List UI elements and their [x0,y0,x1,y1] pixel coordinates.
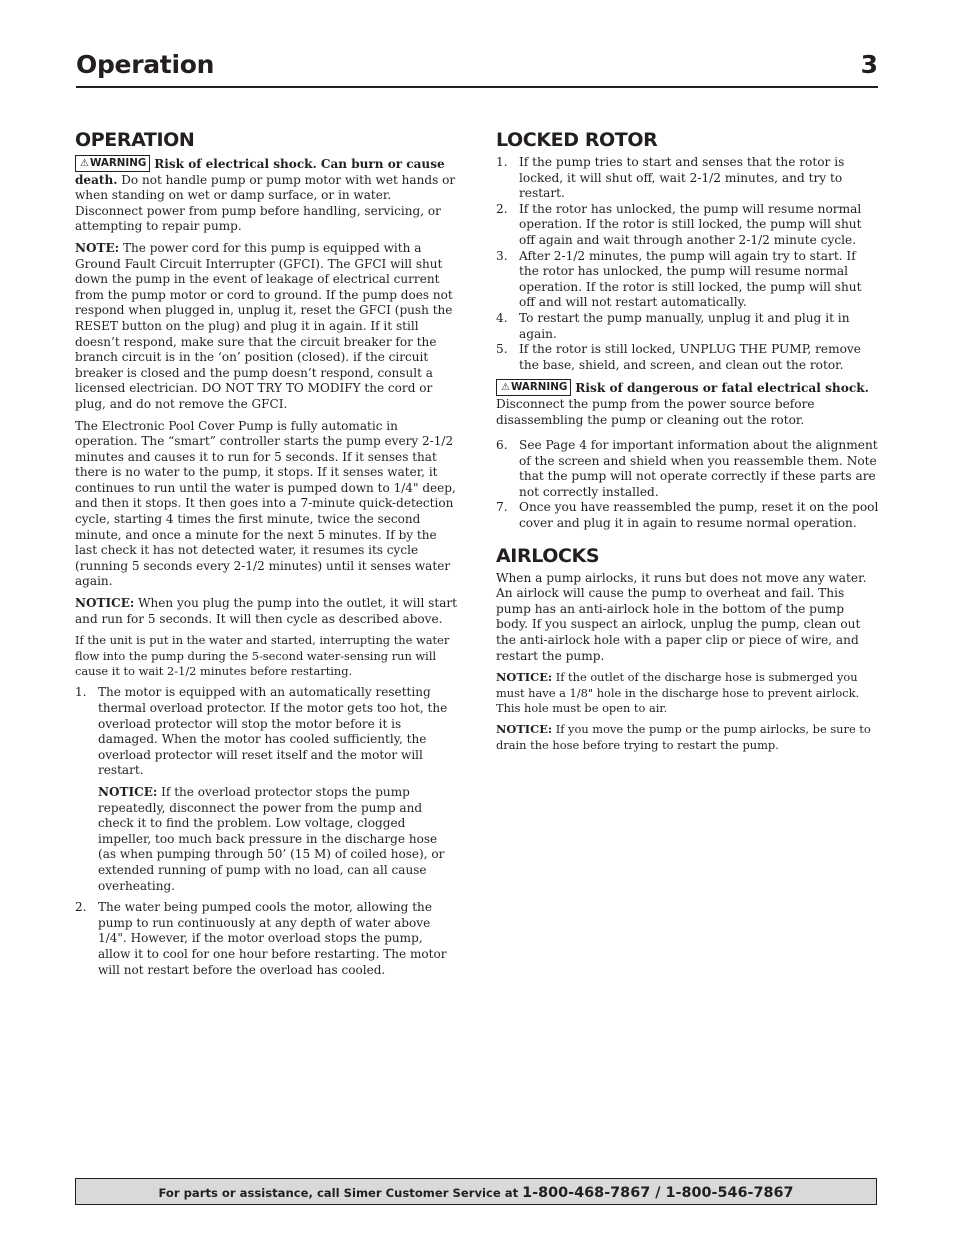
list-item [496,202,879,249]
left-column [75,128,458,984]
page-title: Operation [76,50,215,79]
list-item [496,311,879,342]
list-item-text: See Page 4 for important information about the alignment of the screen and shield when you reassemble them. Note that the pump will not operate correctly if these parts are not correctly installed. [519,438,878,499]
notice-label: NOTICE: [496,670,553,685]
footer-label: For parts or assistance, call Simer Customer Service at [158,1186,523,1200]
locked-rotor-list-continued [496,438,879,532]
note-label: NOTE: [75,240,120,255]
section-heading-locked-rotor: LOCKED ROTOR [496,129,658,151]
warning-bold-text: Risk of dangerous or fatal electrical shock. [575,381,869,396]
list-item-text: If the rotor is still locked, UNPLUG THE PUMP, remove the base, shield, and screen, and clean out the rotor. [519,342,861,372]
automatic-operation-paragraph: The Electronic Pool Cover Pump is fully automatic in operation. The “smart” controller starts the pump every 2-1/2 minutes and causes it to run for 5 seconds. If it senses that there is no water to the pump, it stops. If it senses water, it continues to run until the water is pumped down to 1/4" deep, and then it stops. It then goes into a 7-minute quick-detection cycle, starting 4 times the first minute, twice the second minute, and once a minute for the next 5 minutes. If by the last check it has not detected water, it resumes its cycle (running 5 seconds every 2-1/2 minutes) until it senses water again. [75,418,456,589]
list-item-number: 2. [496,201,508,216]
warning-badge [496,379,571,396]
footer-phone-numbers: 1-800-468-7867 / 1-800-546-7867 [522,1185,794,1201]
list-item-number: 2. [75,900,87,915]
list-item-number: 1. [496,155,508,169]
locked-rotor-list [496,155,879,373]
list-item-text: If the rotor has unlocked, the pump will resume normal operation. If the rotor is still locked, the pump will shut off again and wait through another 2-1/2 minute cycle. [519,201,862,247]
list-item-number: 3. [496,248,508,263]
list-item-text: After 2-1/2 minutes, the pump will again try to start. If the rotor has unlocked, the pump will resume normal operation. If the rotor is still locked, the pump will shut off and will not restart automatically. [519,248,862,310]
list-item [496,500,879,531]
warning-badge-label: WARNING [510,381,568,394]
warning-text: Disconnect the pump from the power source before disassembling the pump or cleaning out the rotor. [496,396,815,427]
list-item-number: 1. [75,685,87,700]
notice-submerged-paragraph [496,670,879,716]
list-item-number: 5. [496,342,508,357]
notice-text: If the outlet of the discharge hose is submerged you must have a 1/8" hole in the discharge hose to prevent airlock. This hole must be open to air. [496,670,860,716]
list-item-number: 6. [496,438,508,453]
list-item-text: Once you have reassembled the pump, reset it on the pool cover and plug it in again to resume normal operation. [519,500,879,531]
list-item-text: The motor is equipped with an automatically resetting thermal overload protector. If the motor gets too hot, the overload protector will stop the motor before it is damaged. When the motor has cooled sufficiently, the overload protector will reset itself and the motor will restart. [98,685,448,778]
warning-paragraph [75,155,458,235]
list-item [496,249,879,311]
warning-triangle-icon: ⚠ [501,382,510,394]
notice-label: NOTICE: [496,722,553,737]
warning-badge-label: WARNING [89,157,147,169]
list-item [496,342,879,373]
section-heading-airlocks: AIRLOCKS [496,544,600,567]
notice-text: When you plug the pump into the outlet, it will start and run for 5 seconds. It will then cycle as described above. [75,596,457,626]
list-item [496,155,879,202]
page-number: 3 [860,50,878,79]
list-item [75,685,458,779]
note-text: The power cord for this pump is equipped with a Ground Fault Circuit Interrupter (GFCI). The GFCI will shut down the pump in the event of leakage of electrical current from the pump motor or cord to ground. If the pump does not respond when plugged in, unplug it, reset the GFCI (push the RESET button on the plug) and plug it in again. If it still doesn’t respond, make sure that the circuit breaker for the branch circuit is in the ‘on’ position (closed). if the circuit breaker is closed and the pump doesn’t respond, consult a licensed electrician. DO NOT TRY TO MODIFY the cord or plug, and do not remove the GFCI. [75,240,453,411]
list-item-number: 7. [496,500,508,515]
list-item-text: The water being pumped cools the motor, allowing the pump to run continuously at any depth of water above 1/4". However, if the motor overload stops the pump, allow it to cool for one hour before restarting. The motor will not restart before the overload has cooled. [98,900,447,977]
note-paragraph [75,241,458,413]
section-heading-operation: OPERATION [75,129,195,151]
list-item-text: If the pump tries to start and senses that the rotor is locked, it will shut off, wait 2-1/2 minutes, and try to restart. [519,155,845,201]
list-item [496,438,879,500]
notice-label: NOTICE: [98,785,158,799]
warning-triangle-icon: ⚠ [80,158,89,169]
airlocks-paragraph: When a pump airlocks, it runs but does not move any water. An airlock will cause the pump to overheat and fail. This pump has an anti-airlock hole in the bottom of the pump body. If you suspect an airlock, unplug the pump, clean out the anti-airlock hole with a paper clip or piece of wire, and restart the pump. [496,570,867,663]
warning-text: Do not handle pump or pump motor with wet hands or when standing on wet or damp surface, or in water. Disconnect power from pump before handling, servicing, or attempting to repair pump. [75,172,456,234]
warning-paragraph [496,379,879,428]
notice-label: NOTICE: [75,596,135,611]
warning-bold-text: Risk of electrical shock. Can burn or cause death. [75,157,445,187]
warning-badge [75,155,150,172]
notice-text: If you move the pump or the pump airlocks, be sure to drain the hose before trying to restart the pump. [496,722,871,752]
list-item-number: 4. [496,310,508,325]
list-item-text: To restart the pump manually, unplug it and plug it in again. [519,310,850,341]
notice-text: If the overload protector stops the pump repeatedly, disconnect the power from the pump and check it to find the problem. Low voltage, clogged impeller, too much back pressure in the discharge hose (as when pumping through 50’ (15 M) of coiled hose), or extended running of pump with no load, can all cause overheating. [98,785,445,893]
notice-drain-paragraph [496,722,879,753]
title-rule [76,86,878,88]
list-item [75,900,458,978]
footer-banner [75,1178,877,1205]
right-column [496,128,879,759]
notice-plug-paragraph [75,596,458,627]
motor-list [75,685,458,978]
overload-notice-paragraph [98,785,458,894]
unit-restart-paragraph: If the unit is put in the water and started, interrupting the water flow into the pump during the 5-second water-sensing run will cause it to wait 2-1/2 minutes before restarting. [75,633,450,679]
